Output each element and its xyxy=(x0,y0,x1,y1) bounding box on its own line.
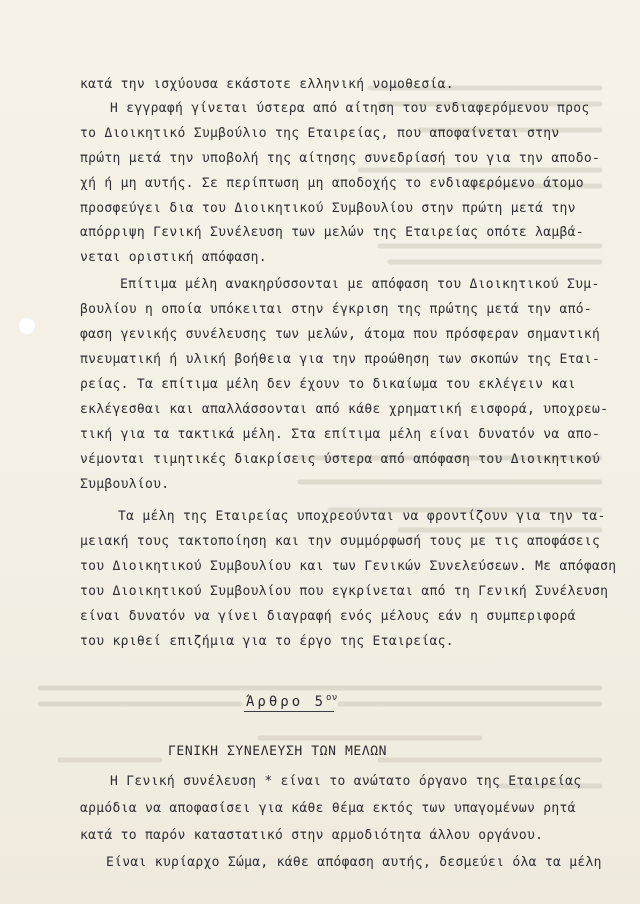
article-title: Άρθρο 5 xyxy=(246,694,327,710)
text-line: εκλέγεσθαι και απαλλάσσονται από κάθε χρηματική εισφορά, υποχρεω- xyxy=(80,402,609,417)
text-line: προσφεύγει δια του Διοικητικού Συμβουλίου στην πρώτη μετά την xyxy=(80,201,576,216)
text-line: του κριθεί επιζήμια για το έργο της Εταιρείας. xyxy=(80,634,454,649)
text-line: πρώτη μετά την υποβολή της αίτησης συνεδρίασή του για την αποδο- xyxy=(80,151,601,166)
text-line: Επίτιμα μέλη ανακηρύσσονται με απόφαση του Διοικητικού Συμ- xyxy=(120,277,600,292)
text-line: τική για τα τακτικά μέλη. Στα επίτιμα μέλη είναι δυνατόν να απο- xyxy=(80,427,601,442)
text-line: το Διοικητικό Συμβούλιο της Εταιρείας, που αποφαίνεται στην xyxy=(80,126,560,141)
text-line: νέμονται τιμητικές διακρίσεις ύστερα από απόφαση του Διοικητικού xyxy=(80,452,601,467)
text-line: του Διοικητικού Συμβουλίου που εγκρίνεται από τη Γενική Συνέλευση xyxy=(80,584,609,599)
text-line: απόρριψη Γενική Συνέλευση των μελών της Εταιρείας οπότε λαμβά- xyxy=(80,225,584,240)
text-line: κατά το παρόν καταστατικό στην αρμοδιότητα άλλου οργάνου. xyxy=(80,828,544,843)
text-line: του Διοικητικού Συμβουλίου και των Γενικών Συνελεύσεων. Με απόφαση xyxy=(80,559,617,574)
section-heading: ΓΕΝΙΚΗ ΣΥΝΕΛΕΥΣΗ ΤΩΝ ΜΕΛΩΝ xyxy=(168,744,388,759)
punch-hole xyxy=(18,317,36,335)
article-superscript: ον xyxy=(326,693,338,703)
text-line: Είναι κυρίαρχο Σώμα, κάθε απόφαση αυτής, δεσμεύει όλα τα μέλη xyxy=(106,855,602,870)
text-line: αρμόδια να αποφασίσει για κάθε θέμα εκτός των υπαγομένων ρητά xyxy=(80,801,576,816)
text-line: Συμβουλίου. xyxy=(80,477,170,492)
text-line: ρείας. Τα επίτιμα μέλη δεν έχουν το δικαίωμα του εκλέγειν και xyxy=(80,377,576,392)
article-heading xyxy=(246,694,338,710)
text-line: Η εγγραφή γίνεται ύστερα από αίτηση του ενδιαφερόμενου προς xyxy=(110,101,590,116)
text-line: φαση γενικής συνέλευσης των μελών, άτομα που πρόσφεραν σημαντική xyxy=(80,327,601,342)
article-underline xyxy=(244,711,334,712)
text-line: Η Γενική συνέλευση * είναι το ανώτατο όργανο της Εταιρείας xyxy=(110,774,582,789)
text-line: Τα μέλη της Εταιρείας υποχρεούνται να φροντίζουν για την τα- xyxy=(118,509,606,524)
text-line: μειακή τους τακτοποίηση και την συμμόρφωσή τους με τις αποφάσεις xyxy=(80,534,601,549)
text-line: κατά την ισχύουσα εκάστοτε ελληνική νομοθεσία. xyxy=(80,77,454,92)
text-line: πνευματική ή υλική βοήθεια για την προώθηση των σκοπών της Εται- xyxy=(80,352,601,367)
text-line: νεται οριστική απόφαση. xyxy=(80,250,267,265)
text-line: βουλίου η οποία υπόκειται στην έγκριση της πρώτης μετά την από- xyxy=(80,302,592,317)
text-line: χή ή μη αυτής. Σε περίπτωση μη αποδοχής το ενδιαφερόμενο άτομο xyxy=(80,176,584,191)
text-line: είναι δυνατόν να γίνει διαγραφή ενός μέλους εάν η συμπεριφορά xyxy=(80,609,576,624)
